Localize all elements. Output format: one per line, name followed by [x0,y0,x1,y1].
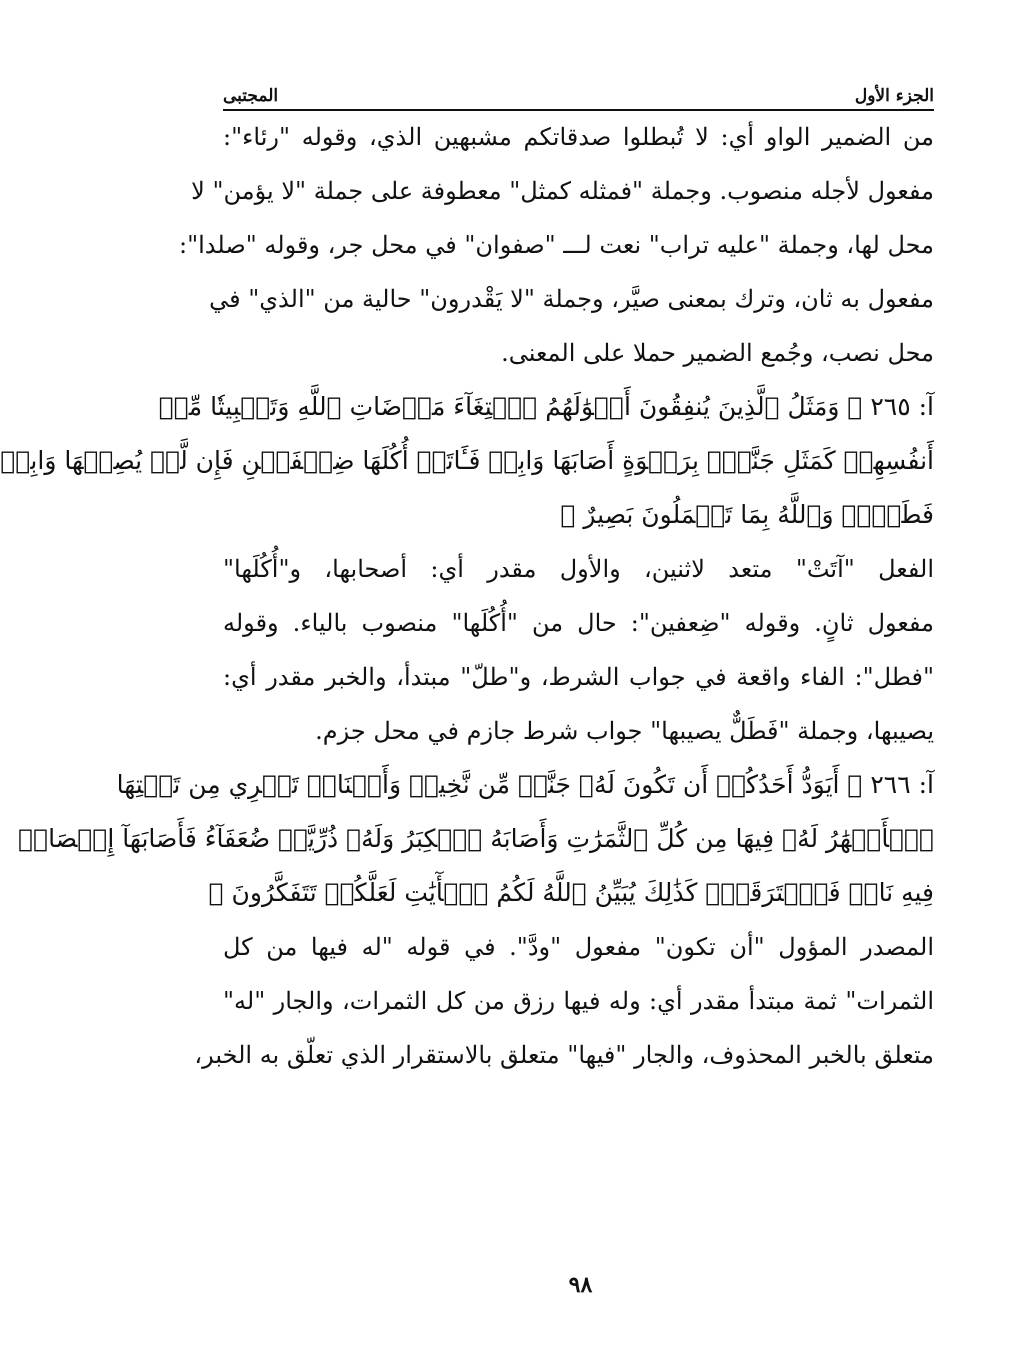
text-line: يصيبها، وجملة "فَطَلٌّ يصيبها" جواب شرط جازم في محل جزم. [315,717,934,745]
text-line: الثمرات" ثمة مبتدأ مقدر أي: وله فيها رزق من كل الثمرات، والجار "له" [223,987,934,1015]
page-number: ٩٨ [568,1272,593,1298]
text-line: مفعول به ثان، وترك بمعنى صيَّر، وجملة "لا يَقْدرون" حالية من "الذي" في [209,285,934,313]
verse-line: آ: ٢٦٥ ﴿ وَمَثَلُ ٱلَّذِينَ يُنفِقُونَ أَمۡوَٰلَهُمُ ٱبۡتِغَآءَ مَرۡضَاتِ ٱللَّهِ وَتَثۡبِيتٗا مِّنۡ [158,392,934,421]
text-line: مفعول ثانٍ. وقوله "ضِعفين": حال من "أُكُلَها" منصوب بالياء. وقوله [223,609,934,637]
text-line: "فطل": الفاء واقعة في جواب الشرط، و"طلّ" مبتدأ، والخبر مقدر أي: [223,663,935,691]
paragraph [194,920,934,1082]
header-part-label: الجزء الأول [854,86,934,106]
verse-line: أَنفُسِهِمۡ كَمَثَلِ جَنَّةِۭ بِرَبۡوَةٍ أَصَابَهَا وَابِلٞ فَـَٔاتَتۡ أُكُلَهَا ضِعۡفَيۡنِ فَإِن لَّمۡ يُصِبۡهَا وَابِلٞ [0,446,934,475]
running-header [223,76,934,106]
verse-line: فِيهِ نَارٞ فَٱحۡتَرَقَتۡۗ كَذَٰلِكَ يُبَيِّنُ ٱللَّهُ لَكُمُ ٱلۡأٓيَٰتِ لَعَلَّكُمۡ تَتَفَكَّرُونَ ﴾ [208,878,934,907]
paragraph [179,110,934,380]
verse-line: آ: ٢٦٦ ﴿ أَيَوَدُّ أَحَدُكُمۡ أَن تَكُونَ لَهُۥ جَنَّةٞ مِّن نَّخِيلٖ وَأَعۡنَابٖ تَجۡرِي مِن تَحۡتِهَا [116,770,934,799]
header-book-title: المجتبى [223,86,279,106]
text-line: المصدر المؤول "أن تكون" مفعول "ودَّ". في قوله "له فيها من كل [223,933,934,961]
verse-block [18,758,934,920]
verse-line: ٱلۡأَنۡهَٰرُ لَهُۥ فِيهَا مِن كُلِّ ٱلثَّمَرَٰتِ وَأَصَابَهُ ٱلۡكِبَرُ وَلَهُۥ ذُرِّيَّةٞ ضُعَفَآءُ فَأَصَابَهَآ إِعۡصَارٞ [18,824,934,853]
text-line: مفعول لأجله منصوب. وجملة "فمثله كمثل" معطوفة على جملة "لا يؤمن" لا [191,177,934,205]
verse-line: فَطَلّٞۗ وَٱللَّهُ بِمَا تَعۡمَلُونَ بَصِيرٌ ﴾ [560,500,934,529]
paragraph [223,542,934,758]
text-line: محل نصب، وجُمع الضمير حملا على المعنى. [501,339,934,367]
text-line: من الضمير الواو أي: لا تُبطلوا صدقاتكم مشبهين الذي، وقوله "رئاء": [223,123,934,151]
page-body [0,110,935,1082]
text-line: الفعل "آتَتْ" متعد لاثنين، والأول مقدر أي: أصحابها، و"أُكُلَها" [223,555,934,583]
text-line: محل لها، وجملة "عليه تراب" نعت لـــ "صفوان" في محل جر، وقوله "صلدا": [179,231,934,259]
text-line: متعلق بالخبر المحذوف، والجار "فيها" متعلق بالاستقرار الذي تعلّق به الخبر، [194,1041,934,1069]
verse-block [0,380,934,542]
